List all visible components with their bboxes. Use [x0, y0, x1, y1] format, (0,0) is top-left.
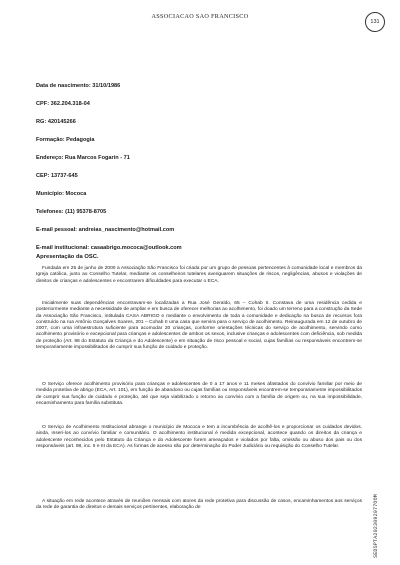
field-label: CEP: — [36, 172, 50, 179]
field-value: 31/10/1986 — [92, 83, 121, 89]
field-label: Município: — [36, 190, 64, 197]
field-birthdate — [36, 83, 366, 90]
field-label: E-mail institucional: — [36, 244, 90, 251]
field-label: Formação: — [36, 136, 65, 143]
field-label: E-mail pessoal: — [36, 226, 78, 233]
field-label: Telefones: — [36, 208, 64, 215]
field-institutional-email — [36, 245, 366, 252]
paragraph-institutional: O Serviço de Acolhimento Institucional abrange o município de Mococa e tem a incumbência de acolhê-los e proporcionar os cuidados devidos, ainda, inseri-los ao convívio familiar e comunitário. O acolhimento institucional é medida excepcional, acontece quando os direitos da criança e adolescente reconhecidos pelo Estatuto da Criança e do Adolescente forem ameaçados e violados por falta, omissão ou abuso dos pais ou dos responsáveis (art. 98, inc. II e III da ECA). As formas de acesso são por determinação do Poder Judiciário ou requisição do Conselho Tutelar. — [36, 425, 362, 449]
field-value: Pedagogia — [66, 136, 95, 143]
paragraph-history: Inicialmente suas dependências encontravam-se localizadas a Rua José Geraldo, 65 – Cohab II. Constava de uma residência cedida e posteriormente mediante a necessidade de ampliar e em busca de oferecer melhorias ao acolhimento, foi doado um terreno para a construção da Sede da Associação São Francisco, intitulada CASA ABRIGO e mediante o envolvimento de toda a comunidade e dedicação na busca de recursos fora construído na rua Antônio Gonçalves Soares, 201 – Cohab II uma casa que servira para o serviço de acolhimento. Reinaugurada em 12 de outubro de 2007, com uma infraestrutura suficiente para acomodar 20 crianças, conforme orientações técnicas do serviço de acolhimento, servindo como acolhimento provisório e excepcional para crianças e adolescentes de ambos os sexos, inclusive crianças e adolescentes com deficiência, sob medida de proteção (Art. 98 do Estatuto da Criança e do Adolescente) e em situação de risco pessoal e social, cujas famílias ou responsáveis encontrem-se temporariamente impossibilitados de cumprir sua função de cuidado e proteção. — [36, 301, 362, 350]
field-cep — [36, 173, 366, 180]
field-value: Mococa — [65, 190, 87, 197]
field-education — [36, 137, 366, 144]
field-phones — [36, 209, 366, 216]
field-value: 420145266 — [47, 118, 76, 125]
field-label: Endereço: — [36, 154, 64, 161]
field-address — [36, 155, 366, 162]
document-side-code: SEDSPTA2023092077OOM — [373, 493, 379, 558]
page-number-stamp: 131 — [365, 12, 385, 32]
paragraph-network: A situação em rede acontece através de reuniões mensais com atores da rede protetiva para discussão de casos, encaminhamentos aos serviços da rede de garantia de direitos e demais serviços pertinentes, elaboração de — [36, 499, 362, 511]
field-value: casaabrigo.mococa@outlook.com — [90, 244, 182, 251]
paragraph-founding: Fundada em 25 de junho de 2000 a Associação São Francisco foi criada por um grupo de pessoas pertencentes à comunidade local e membros da Igreja católica, junto ao Conselho Tutelar, mediante os conselheiros tutelares averiguarem situações de riscos, negligências, abusos e violações de direitos de crianças e adolescentes e encontrarem dificuldades para executar o ECA. — [36, 266, 362, 284]
org-header: ASSOCIACAO SAO FRANCISCO — [151, 13, 249, 20]
field-value: (11) 95378-8705 — [65, 208, 107, 215]
field-value: 362.204.318-04 — [50, 100, 90, 107]
field-label: Data de nascimento: — [36, 83, 91, 89]
field-label: RG: — [36, 118, 47, 125]
field-value: andreias_nascimento@hotmail.com — [78, 226, 175, 233]
personal-fields — [36, 83, 366, 263]
section-heading: Apresentação da OSC. — [36, 254, 99, 260]
field-city — [36, 191, 366, 198]
field-value: 13737-645 — [50, 172, 78, 179]
field-rg — [36, 119, 366, 126]
field-value: Rua Marcos Fogarin - 71 — [64, 154, 130, 161]
paragraph-service: O Serviço oferece acolhimento provisório para crianças e adolescentes de 0 a 17 anos e 11 meses afastados do convívio familiar por meio de medida protetiva de abrigo (ECA, Art. 101), em função de abandono ou cujas famílias ou responsáveis encontrem-se temporariamente impossibilitados de cumprir sua função de cuidado e proteção, até que seja viabilizado o retorno ao convívio com a família de origem ou, na sua impossibilidade, encaminhamento para família substituta. — [36, 382, 362, 406]
field-personal-email — [36, 227, 366, 234]
field-cpf — [36, 101, 366, 108]
field-label: CPF: — [36, 100, 50, 107]
